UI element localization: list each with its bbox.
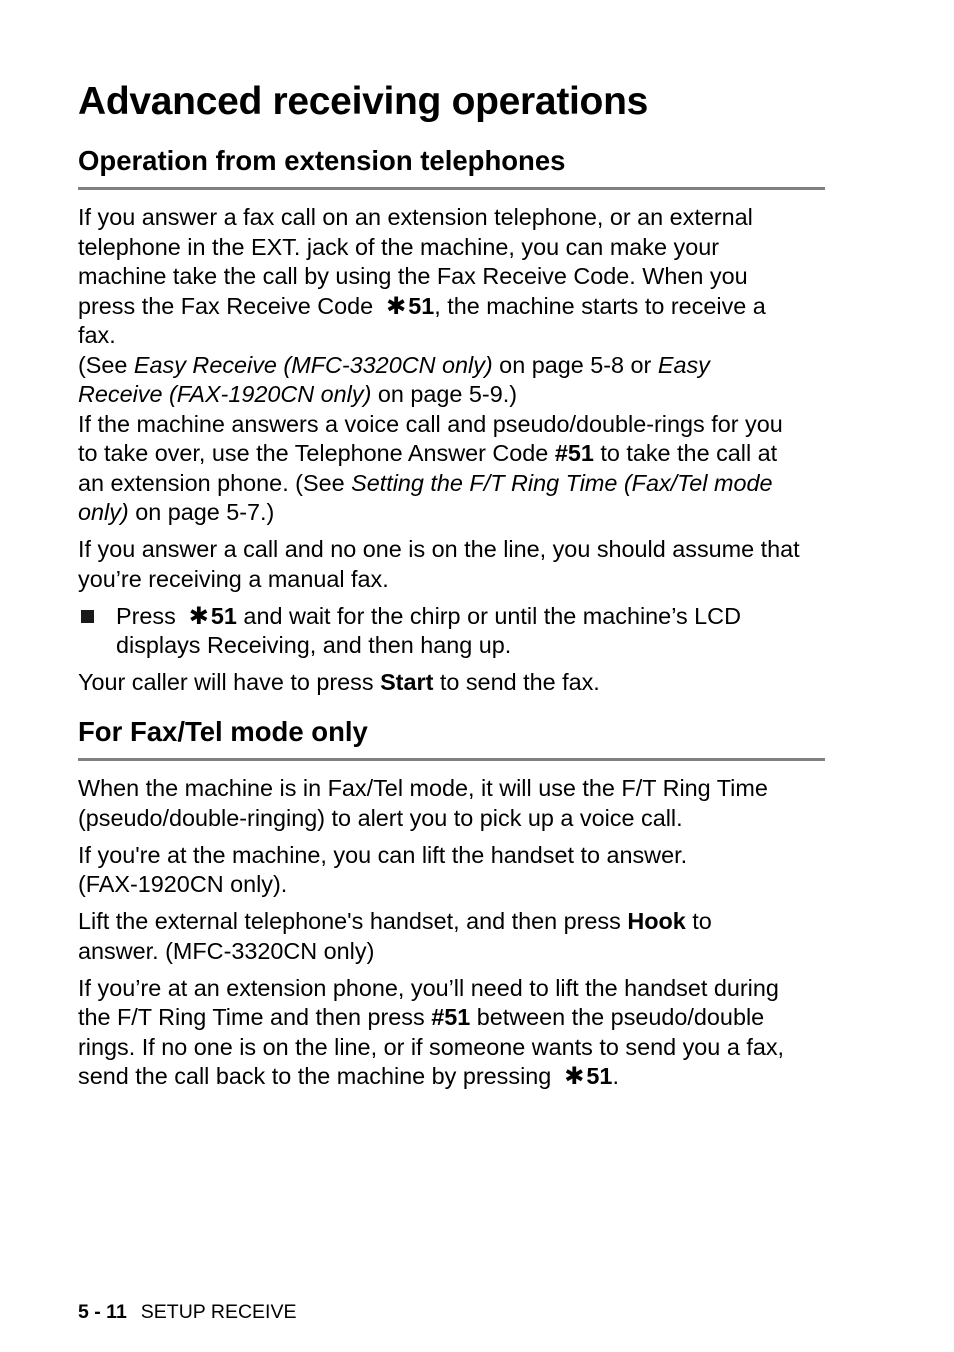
text-line: If the machine answers a voice call and pseudo/double-rings for you xyxy=(78,410,783,437)
cross-reference: Receive (FAX-1920CN only) xyxy=(78,381,372,407)
text-run: Press xyxy=(116,602,183,629)
section-body xyxy=(78,774,826,1092)
text-line xyxy=(78,668,826,698)
cross-reference: Easy xyxy=(657,351,710,378)
heading-rule xyxy=(78,187,825,190)
star-key-icon: ✱ xyxy=(188,602,209,630)
text-line xyxy=(78,469,826,499)
text-run: send the call back to the machine by pressing xyxy=(78,1063,558,1089)
text-line xyxy=(78,439,826,469)
text-run: , the machine starts to receive a xyxy=(434,292,766,319)
text-line: rings. If no one is on the line, or if someone wants to send you a fax, xyxy=(78,1033,785,1060)
text-run: Your caller will have to press xyxy=(78,669,381,695)
paragraph xyxy=(78,535,826,594)
text-line: machine take the call by using the Fax Receive Code. When you xyxy=(78,263,748,289)
text-run: to send the fax. xyxy=(433,669,600,695)
heading-rule xyxy=(78,758,825,761)
text-run: to take over, use the Telephone Answer Code xyxy=(78,440,555,466)
text-run: between the pseudo/double xyxy=(470,1004,765,1030)
star-key-icon: ✱ xyxy=(386,292,407,320)
text-line: telephone in the EXT. jack of the machine, you can make your xyxy=(78,233,720,260)
paragraph xyxy=(78,907,826,966)
key-code: #51 xyxy=(431,1004,471,1030)
text-line xyxy=(116,602,826,632)
paragraph xyxy=(78,203,826,528)
text-line xyxy=(78,380,826,410)
text-line: If you’re at an extension phone, you’ll need to lift the handset during xyxy=(78,974,779,1001)
cross-reference: only) xyxy=(78,499,129,525)
section-fax-tel-mode xyxy=(78,716,825,761)
section-body xyxy=(78,203,826,698)
paragraph xyxy=(78,774,826,833)
text-run: and wait for the chirp or until the machine’s LCD xyxy=(236,602,741,629)
cross-reference: Easy Receive (MFC-3320CN only) xyxy=(133,351,493,378)
section-extension-telephones xyxy=(78,145,825,190)
text-run: press the Fax Receive Code xyxy=(78,292,380,319)
text-run: on page 5-8 or xyxy=(492,351,658,378)
text-line xyxy=(78,907,826,937)
text-run: (See xyxy=(78,351,134,378)
text-line: If you answer a fax call on an extension telephone, or an external xyxy=(78,204,753,230)
page-footer xyxy=(78,1301,296,1324)
key-code: #51 xyxy=(554,440,594,466)
bullet-square-icon xyxy=(81,610,94,623)
text-run: Lift the external telephone's handset, and then press xyxy=(78,908,628,934)
section-heading: For Fax/Tel mode only xyxy=(78,716,368,747)
page-title: Advanced receiving operations xyxy=(78,80,648,123)
chapter-name: SETUP RECEIVE xyxy=(140,1301,297,1323)
text-line: you’re receiving a manual fax. xyxy=(78,565,389,592)
bullet-item xyxy=(78,602,826,661)
text-line: fax. xyxy=(78,322,116,348)
star-key-icon: ✱ xyxy=(564,1063,585,1090)
text-line: displays Receiving, and then hang up. xyxy=(116,632,512,658)
paragraph xyxy=(78,668,826,698)
text-run: the F/T Ring Time and then press xyxy=(78,1004,432,1030)
text-line: When the machine is in Fax/Tel mode, it will use the F/T Ring Time xyxy=(78,775,768,801)
key-name: Start xyxy=(380,669,434,695)
text-line xyxy=(78,1003,826,1033)
text-line xyxy=(78,292,826,322)
text-line: If you're at the machine, you can lift the handset to answer. xyxy=(78,841,688,868)
text-run: . xyxy=(612,1063,619,1089)
section-heading: Operation from extension telephones xyxy=(78,145,566,176)
text-run: to take the call at xyxy=(593,440,778,466)
text-line xyxy=(78,498,826,528)
key-code: 51 xyxy=(210,602,237,629)
text-run: on page 5-7.) xyxy=(128,499,275,525)
text-line: If you answer a call and no one is on the line, you should assume that xyxy=(78,536,800,562)
text-line: answer. (MFC-3320CN only) xyxy=(78,937,375,964)
text-run: an extension phone. (See xyxy=(78,469,352,496)
page-number: 5 - 11 xyxy=(78,1301,127,1323)
key-name: Hook xyxy=(627,908,686,934)
key-code: 51 xyxy=(586,1063,613,1089)
text-line: (FAX-1920CN only). xyxy=(78,871,288,897)
text-run: on page 5-9.) xyxy=(371,381,518,407)
text-run: to xyxy=(685,908,712,934)
key-code: 51 xyxy=(408,292,435,319)
text-line xyxy=(78,1062,826,1092)
text-line xyxy=(78,351,826,381)
paragraph xyxy=(78,974,826,1092)
paragraph xyxy=(78,841,826,900)
cross-reference: Setting the F/T Ring Time (Fax/Tel mode xyxy=(351,469,773,496)
text-line: (pseudo/double-ringing) to alert you to pick up a voice call. xyxy=(78,804,683,831)
